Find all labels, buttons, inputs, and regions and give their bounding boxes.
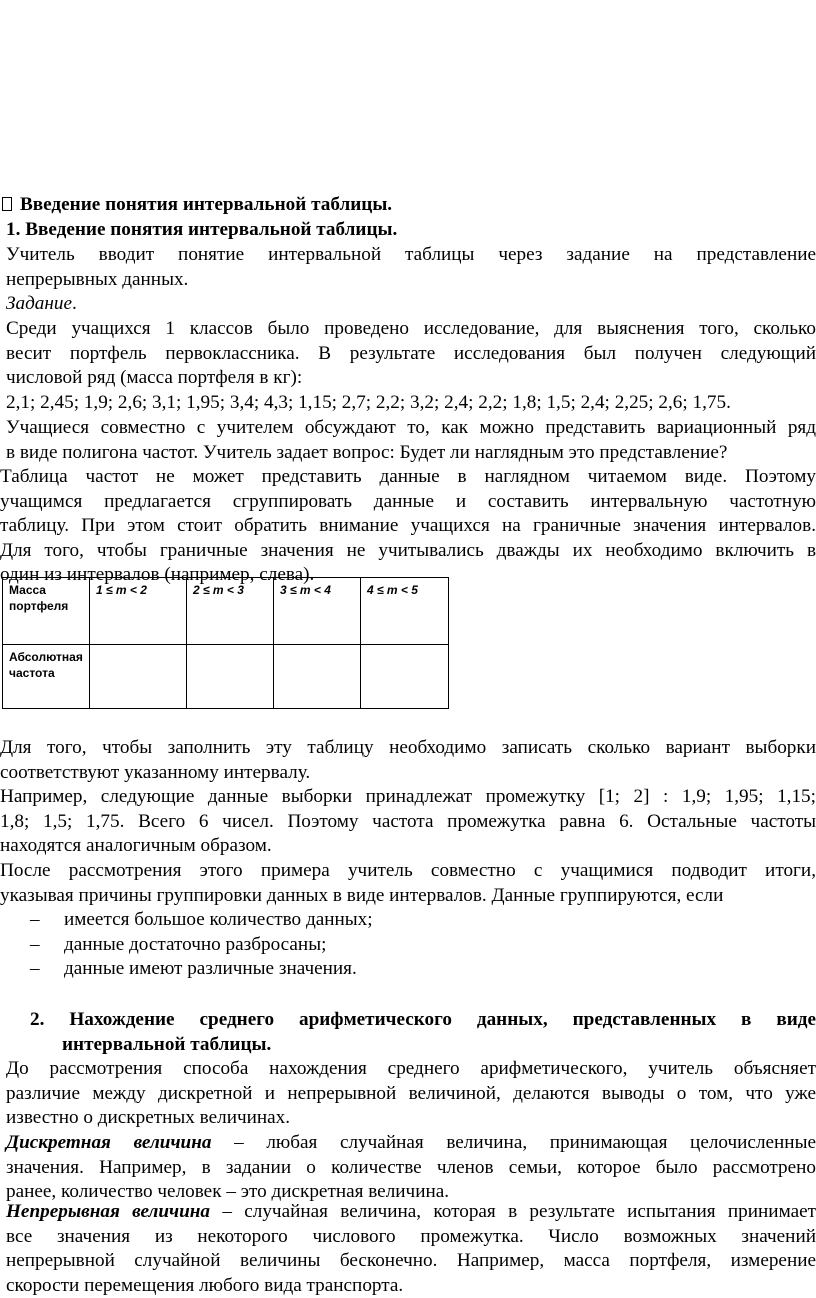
- list-item: – данные имеют различные значения.: [30, 958, 357, 980]
- text-line: указывая причины группировки данных в виде интервалов. Данные группируются, если: [0, 884, 724, 906]
- text-line: интервальной таблицы.: [62, 1033, 272, 1055]
- table-frequency-cell: [361, 645, 449, 709]
- table-row: [3, 578, 449, 645]
- text-line: соответствуют указанному интервалу.: [0, 761, 311, 783]
- text-line: различие между дискретной и непрерывной величиной, делаются выводы о том, что уже: [6, 1082, 816, 1104]
- text-line: Непрерывная величина – случайная величина, которая в результате испытания принимает: [6, 1201, 816, 1222]
- paragraph-table-frequency: [0, 465, 816, 588]
- table-interval-cell: 3 ≤ m < 4: [274, 578, 361, 645]
- text-line: После рассмотрения этого примера учитель совместно с учащимися подводит итоги,: [0, 860, 816, 881]
- paragraph-summary: [0, 859, 816, 908]
- table-row-header-frequency: Абсолютная частота: [3, 645, 90, 709]
- text-line: таблицу. При этом стоит обратить внимание учащихся на граничные значения интервалов.: [0, 515, 816, 537]
- paragraph-discrete-intro: [6, 1057, 816, 1131]
- paragraph-intro: [6, 243, 816, 292]
- bullet-placeholder-icon: [2, 197, 12, 211]
- text-line: Для того, чтобы заполнить эту таблицу необходимо записать сколько вариант выборки: [0, 737, 816, 758]
- text-line: один из интервалов (например, слева).: [0, 564, 315, 586]
- text-line: в виде полигона частот. Учитель задает вопрос: Будет ли наглядным это представление?: [6, 441, 728, 463]
- text-line: скорости перемещения любого вида транспорта.: [6, 1274, 404, 1296]
- text-line: значения. Например, в задании о количестве членов семьи, которое было рассмотрено: [6, 1156, 816, 1178]
- section-2-title: [30, 1008, 816, 1057]
- text-line: непрерывных данных.: [6, 268, 189, 290]
- text-line: 1,8; 1,5; 1,75. Всего 6 чисел. Поэтому частота промежутка равна 6. Остальные частоты: [0, 810, 816, 832]
- table-interval-cell: 2 ≤ m < 3: [187, 578, 274, 645]
- text-line: До рассмотрения способа нахождения среднего арифметического, учитель объясняет: [6, 1058, 816, 1079]
- paragraph-continuous-definition: [6, 1200, 816, 1298]
- section-1-title: 1. Введение понятия интервальной таблицы.: [6, 219, 398, 240]
- paragraph-task: [6, 317, 816, 391]
- heading-bullet: Введение понятия интервальной таблицы.: [2, 193, 802, 218]
- text-line: все значения из некоторого числового промежутка. Число возможных значений: [6, 1225, 816, 1247]
- paragraph-discuss: [6, 416, 816, 465]
- interval-frequency-table: [2, 577, 449, 709]
- text-line: 2. Нахождение среднего арифметического данных, представленных в виде: [30, 1009, 816, 1030]
- list-item: – данные достаточно разбросаны;: [30, 933, 327, 955]
- text-line: находятся аналогичным образом.: [0, 835, 272, 857]
- task-label: Задание.: [6, 293, 77, 314]
- paragraph-discrete-definition: [6, 1131, 816, 1205]
- text-line: числовой ряд (масса портфеля в кг):: [6, 367, 303, 389]
- continuous-term: Непрерывная величина: [6, 1201, 211, 1222]
- table-interval-cell: 4 ≤ m < 5: [361, 578, 449, 645]
- number-series: 2,1; 2,45; 1,9; 2,6; 3,1; 1,95; 3,4; 4,3; 1,15; 2,7; 2,2; 3,2; 2,4; 2,2; 1,8; 1,5; 2,4; 2,25; 2,6; 1,75.: [6, 392, 731, 413]
- list-item: – имеется большое количество данных;: [30, 909, 373, 930]
- text-line: весит портфель первоклассника. В результате исследования был получен следующий: [6, 342, 816, 364]
- text-line: Дискретная величина – любая случайная величина, принимающая целочисленные: [6, 1132, 816, 1153]
- reasons-list: [30, 908, 790, 982]
- text-line: Например, следующие данные выборки принадлежат промежутку [1; 2] : 1,9; 1,95; 1,15;: [0, 786, 816, 807]
- table-frequency-cell: [274, 645, 361, 709]
- table-interval-cell: 1 ≤ m < 2: [90, 578, 187, 645]
- text-line: непрерывной случайной величины бесконечно. Например, масса портфеля, измерение: [6, 1250, 816, 1272]
- text-line: ранее, количество человек – это дискретная величина.: [6, 1181, 450, 1203]
- table-row-header-mass: Масса портфеля: [3, 578, 90, 645]
- paragraph-example: [0, 785, 816, 859]
- text-line: Среди учащихся 1 классов было проведено исследование, для выяснения того, сколько: [6, 318, 816, 339]
- text-line: Для того, чтобы граничные значения не учитывались дважды их необходимо включить в: [0, 539, 816, 561]
- text-line: Учитель вводит понятие интервальной таблицы через задание на представление: [6, 244, 816, 265]
- text-line: известно о дискретных величинах.: [6, 1107, 291, 1129]
- text-line: Таблица частот не может представить данные в наглядном читаемом виде. Поэтому: [0, 466, 816, 487]
- text-line: учащимся предлагается сгруппировать данные и составить интервальную частотную: [0, 490, 816, 512]
- text-line: Учащиеся совместно с учителем обсуждают то, как можно представить вариационный ряд: [6, 417, 816, 438]
- paragraph-fill-table: [0, 736, 816, 785]
- table-frequency-cell: [90, 645, 187, 709]
- table-row: [3, 645, 449, 709]
- discrete-term: Дискретная величина: [6, 1132, 212, 1153]
- table-frequency-cell: [187, 645, 274, 709]
